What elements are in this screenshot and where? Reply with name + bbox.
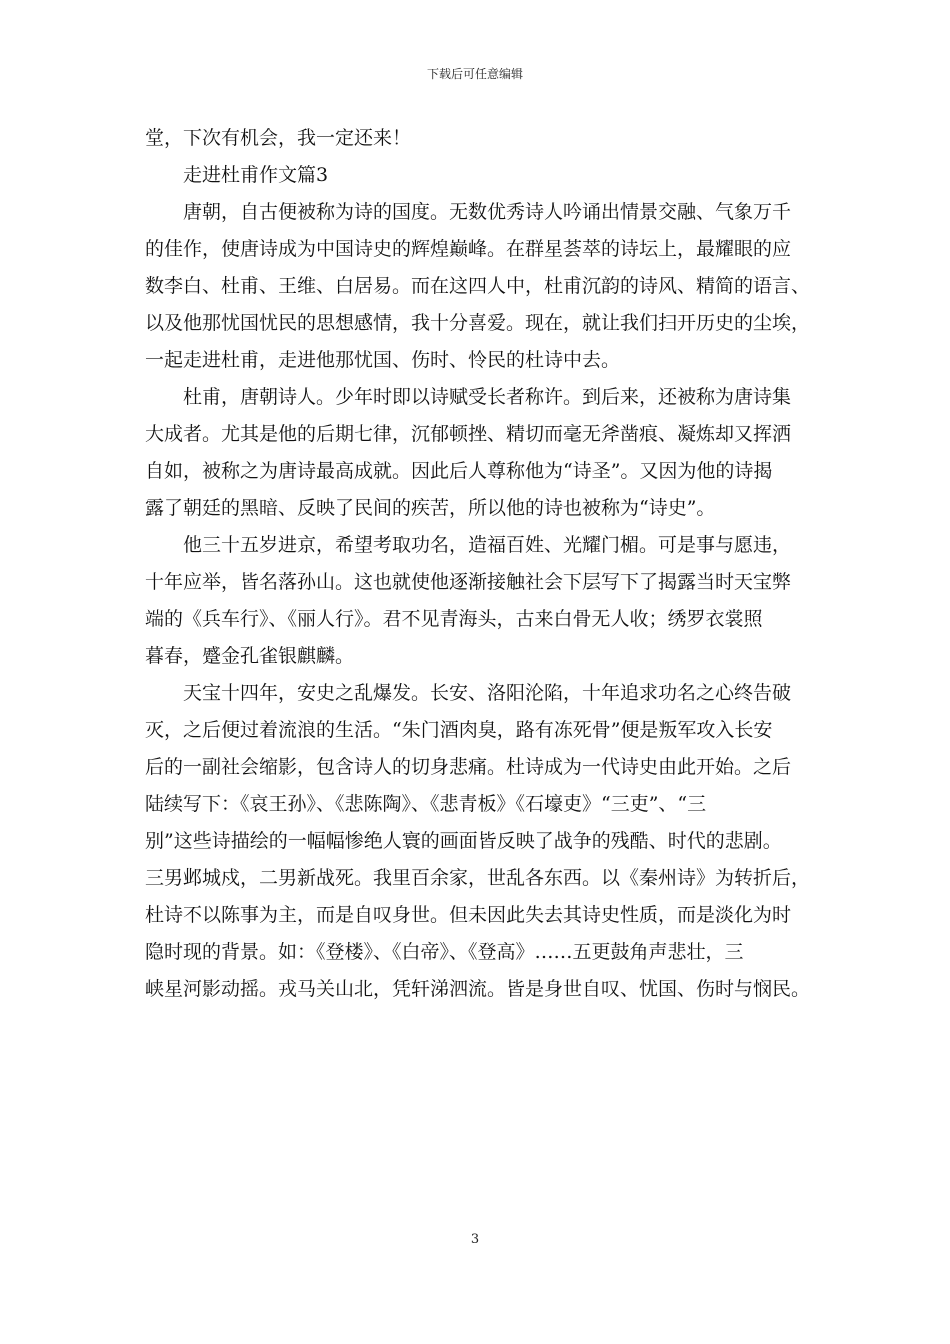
paragraph-3-line: 十年应举，皆名落孙山。这也就使他逐渐接触社会下层写下了揭露当时天宝弊 <box>145 571 792 593</box>
paragraph-2-line: 自如，被称之为唐诗最高成就。因此后人尊称他为“诗圣”。又因为他的诗揭 <box>145 460 773 482</box>
paragraph-1-line: 的佳作，使唐诗成为中国诗史的辉煌巅峰。在群星荟萃的诗坛上，最耀眼的应 <box>145 238 792 260</box>
paragraph-4-line: 隐时现的背景。如：《登楼》、《白帝》、《登高》……五更鼓角声悲壮，三 <box>145 941 744 963</box>
paragraph-2-line: 露了朝廷的黑暗、反映了民间的疾苦，所以他的诗也被称为“诗史”。 <box>145 497 716 519</box>
paragraph-1-line: 一起走进杜甫，走进他那忧国、伤时、怜民的杜诗中去。 <box>145 349 621 371</box>
paragraph-4-line: 峡星河影动摇。戎马关山北，凭轩涕泗流。皆是身世自叹、忧国、伤时与悯民。 <box>145 978 811 1000</box>
paragraph-2-line: 大成者。尤其是他的后期七律，沉郁顿挫、精切而毫无斧凿痕、凝炼却又挥洒 <box>145 423 792 445</box>
paragraph-1-line: 数李白、杜甫、王维、白居易。而在这四人中，杜甫沉韵的诗风、精简的语言、 <box>145 275 811 297</box>
paragraph-3-line: 他三十五岁进京，希望考取功名，造福百姓、光耀门楣。可是事与愿违， <box>183 534 792 556</box>
paragraph-1-line: 唐朝，自古便被称为诗的国度。无数优秀诗人吟诵出情景交融、气象万千 <box>183 201 792 223</box>
paragraph-4-line: 杜诗不以陈事为主，而是自叹身世。但未因此失去其诗史性质，而是淡化为时 <box>145 904 792 926</box>
document-body <box>145 120 825 1008</box>
paragraph-4-line: 三男邺城戍，二男新战死。我里百余家，世乱各东西。以《秦州诗》为转折后， <box>145 867 811 889</box>
paragraph-1-line: 以及他那忧国忧民的思想感情，我十分喜爱。现在，就让我们扫开历史的尘埃， <box>145 312 811 334</box>
paragraph-4-line: 灭，之后便过着流浪的生活。“朱门酒肉臭，路有冻死骨”便是叛军攻入长安 <box>145 719 773 741</box>
section-heading: 走进杜甫作文篇3 <box>183 164 329 186</box>
page-number: 3 <box>470 1232 480 1247</box>
paragraph-3-line: 暮春，蹙金孔雀银麒麟。 <box>145 645 355 667</box>
paragraph-3-line: 端的《兵车行》、《丽人行》。君不见青海头，古来白骨无人收；绣罗衣裳照 <box>145 608 763 630</box>
text-line: 堂，下次有机会，我一定还来！ <box>145 127 412 149</box>
paragraph-4-line: 别”这些诗描绘的一幅幅惨绝人寰的画面皆反映了战争的残酷、时代的悲剧。 <box>145 830 782 852</box>
paragraph-4-line: 陆续写下：《哀王孙》、《悲陈陶》、《悲青板》《石壕吏》“三吏”、“三 <box>145 793 707 815</box>
paragraph-4-line: 后的一副社会缩影，包含诗人的切身悲痛。杜诗成为一代诗史由此开始。之后 <box>145 756 792 778</box>
paragraph-4-line: 天宝十四年，安史之乱爆发。长安、洛阳沦陷，十年追求功名之心终告破 <box>183 682 792 704</box>
paragraph-2-line: 杜甫，唐朝诗人。少年时即以诗赋受长者称许。到后来，还被称为唐诗集 <box>183 386 792 408</box>
page-header: 下载后可任意编辑 <box>426 67 523 81</box>
